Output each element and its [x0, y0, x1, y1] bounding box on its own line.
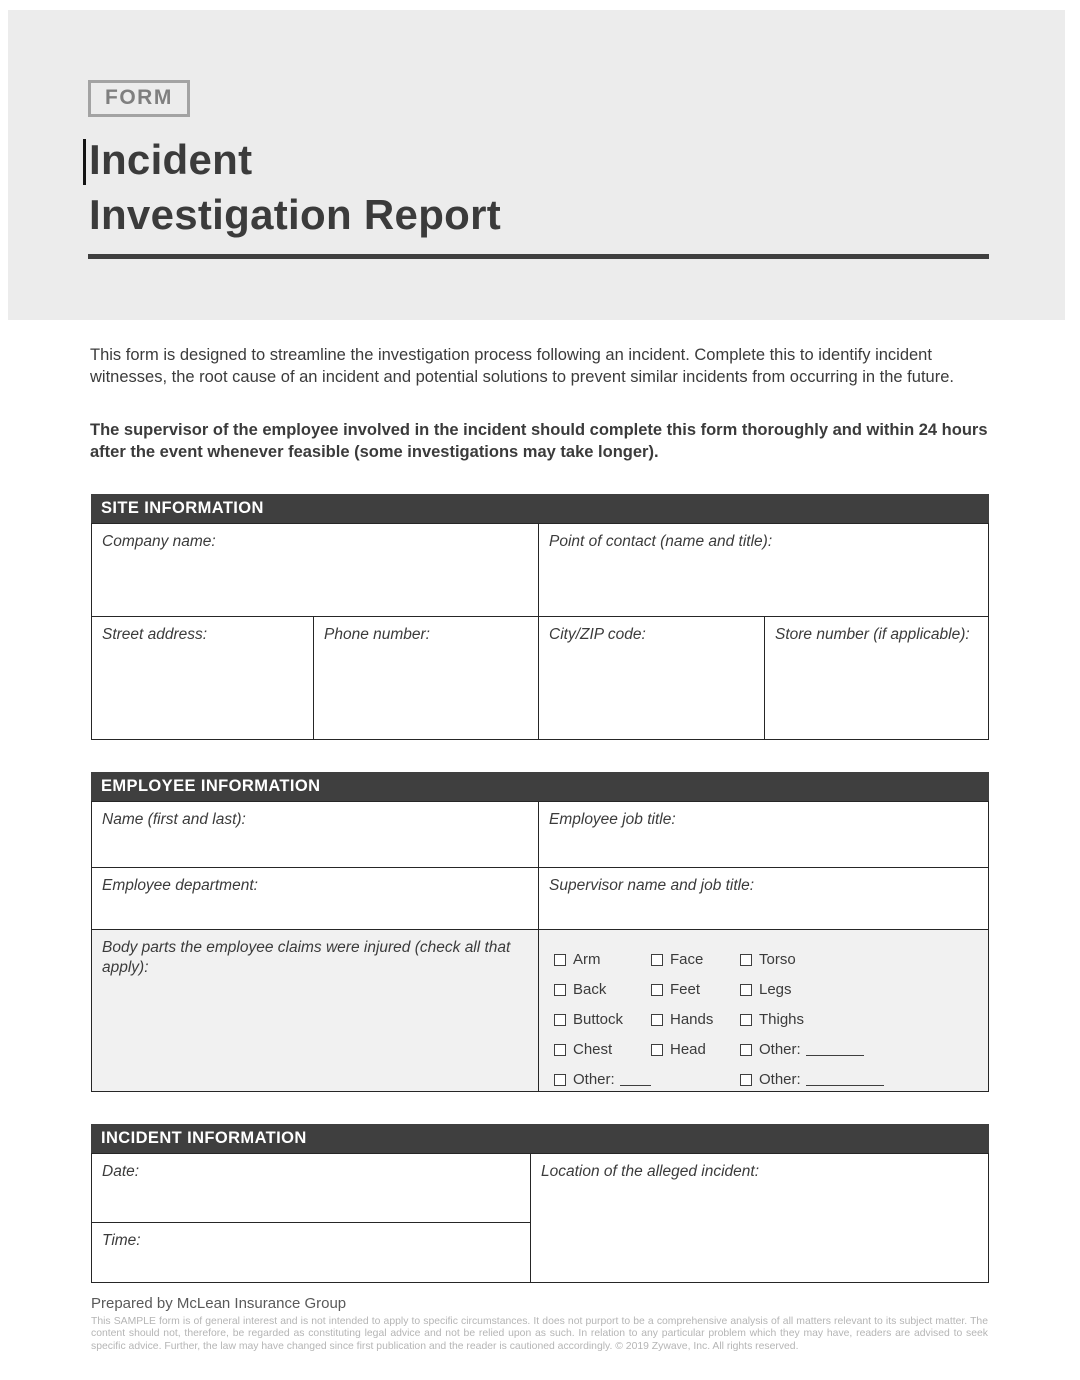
blank-line[interactable] — [806, 1043, 864, 1056]
employee-name-field[interactable] — [92, 802, 539, 868]
body-part-option-feet[interactable] — [651, 981, 740, 998]
body-part-label: Other: — [759, 1071, 801, 1088]
incident-information-header: INCIDENT INFORMATION — [91, 1124, 989, 1153]
checkbox-icon[interactable] — [651, 984, 663, 996]
body-part-option-head[interactable] — [651, 1041, 740, 1058]
time-label: Time: — [102, 1232, 141, 1249]
blank-line[interactable] — [620, 1073, 651, 1086]
page-title-line2: Investigation Report — [89, 191, 502, 238]
store-number-label: Store number (if applicable): — [775, 626, 970, 643]
body-part-option-torso[interactable] — [740, 951, 978, 968]
disclaimer-text: This SAMPLE form is of general interest and is not intended to apply to specific circumstances. It does not purport to be a comprehensive analysis of all matters relevant to its subject matter. The content should not, therefore, be regarded as constituting legal advice and not be relied upon as such. In relation to any particular problem which they may have, readers are advised to seek specific advice. Further, the law may have changed since first publication and the reader is cautioned accordingly. © 2019 Zywave, Inc. All rights reserved. — [91, 1316, 988, 1352]
checkbox-icon[interactable] — [554, 1074, 566, 1086]
body-part-option-face[interactable] — [651, 951, 740, 968]
employee-department-field[interactable] — [92, 868, 539, 930]
body-part-option-other-2[interactable] — [554, 1071, 651, 1088]
point-of-contact-field[interactable] — [539, 524, 988, 617]
checkbox-icon[interactable] — [740, 1014, 752, 1026]
blank-line[interactable] — [806, 1073, 884, 1086]
body-parts-checkbox-cell — [539, 930, 988, 1091]
checkbox-icon[interactable] — [651, 1014, 663, 1026]
body-part-label: Chest — [573, 1041, 613, 1058]
body-part-label: Feet — [670, 981, 701, 998]
page-title — [89, 132, 501, 242]
body-part-label: Hands — [670, 1011, 714, 1028]
checkbox-icon[interactable] — [651, 1044, 663, 1056]
street-address-label: Street address: — [102, 626, 208, 643]
body-part-option-other-1[interactable] — [740, 1041, 978, 1058]
checkbox-icon[interactable] — [554, 984, 566, 996]
body-part-option-hands[interactable] — [651, 1011, 740, 1028]
city-zip-field[interactable] — [539, 617, 765, 739]
body-part-option-chest[interactable] — [554, 1041, 651, 1058]
body-part-option-buttock[interactable] — [554, 1011, 651, 1028]
location-label: Location of the alleged incident: — [541, 1163, 760, 1180]
store-number-field[interactable] — [765, 617, 988, 739]
prepared-by-text: Prepared by McLean Insurance Group — [91, 1295, 347, 1312]
title-divider — [88, 254, 989, 259]
checkbox-icon[interactable] — [651, 954, 663, 966]
employee-name-label: Name (first and last): — [102, 811, 246, 828]
employee-job-title-field[interactable] — [539, 802, 988, 868]
body-part-label: Face — [670, 951, 704, 968]
body-part-label: Arm — [573, 951, 601, 968]
checkbox-icon[interactable] — [554, 1044, 566, 1056]
date-label: Date: — [102, 1163, 140, 1180]
phone-number-field[interactable] — [314, 617, 539, 739]
body-part-label: Back — [573, 981, 607, 998]
city-zip-label: City/ZIP code: — [549, 626, 646, 643]
checkbox-icon[interactable] — [554, 954, 566, 966]
body-part-label: Torso — [759, 951, 796, 968]
employee-job-title-label: Employee job title: — [549, 811, 676, 828]
instruction-paragraph: The supervisor of the employee involved in the incident should complete this form thoroughly and within 24 hours after the event whenever feasible (some investigations may take longer). — [90, 421, 988, 461]
intro-paragraph: This form is designed to streamline the investigation process following an incident. Complete this to identify incident witnesses, the root cause of an incident and potential solutions to prevent similar incidents from occurring in the future. — [90, 346, 954, 386]
point-of-contact-label: Point of contact (name and title): — [549, 533, 773, 550]
employee-information-table — [91, 801, 989, 1092]
date-field[interactable] — [92, 1154, 531, 1223]
site-information-table — [91, 523, 989, 740]
checkbox-icon[interactable] — [740, 1074, 752, 1086]
form-badge: FORM — [88, 80, 190, 117]
checkbox-icon[interactable] — [554, 1014, 566, 1026]
employee-department-label: Employee department: — [102, 877, 258, 894]
body-part-label: Head — [670, 1041, 706, 1058]
checkbox-icon[interactable] — [740, 954, 752, 966]
supervisor-label: Supervisor name and job title: — [549, 877, 755, 894]
body-part-label: Other: — [573, 1071, 615, 1088]
location-field[interactable] — [531, 1154, 988, 1282]
body-part-label: Legs — [759, 981, 792, 998]
company-name-field[interactable] — [92, 524, 539, 617]
text-cursor-artifact — [83, 139, 86, 185]
body-part-label: Buttock — [573, 1011, 624, 1028]
site-information-header: SITE INFORMATION — [91, 494, 989, 523]
checkbox-icon[interactable] — [740, 984, 752, 996]
body-part-option-arm[interactable] — [554, 951, 651, 968]
phone-number-label: Phone number: — [324, 626, 430, 643]
body-part-label: Thighs — [759, 1011, 805, 1028]
company-name-label: Company name: — [102, 533, 216, 550]
body-parts-grid — [549, 938, 978, 1088]
incident-information-table — [91, 1153, 989, 1283]
body-part-option-back[interactable] — [554, 981, 651, 998]
body-part-option-thighs[interactable] — [740, 1011, 978, 1028]
time-field[interactable] — [92, 1223, 531, 1282]
page-title-line1: Incident — [89, 136, 253, 183]
body-part-option-legs[interactable] — [740, 981, 978, 998]
body-part-option-other-3[interactable] — [740, 1071, 978, 1088]
body-parts-label: Body parts the employee claims were injured (check all that apply): — [102, 939, 511, 976]
employee-information-header: EMPLOYEE INFORMATION — [91, 772, 989, 801]
supervisor-field[interactable] — [539, 868, 988, 930]
street-address-field[interactable] — [92, 617, 314, 739]
body-part-label: Other: — [759, 1041, 801, 1058]
body-parts-label-cell — [92, 930, 539, 1091]
checkbox-icon[interactable] — [740, 1044, 752, 1056]
